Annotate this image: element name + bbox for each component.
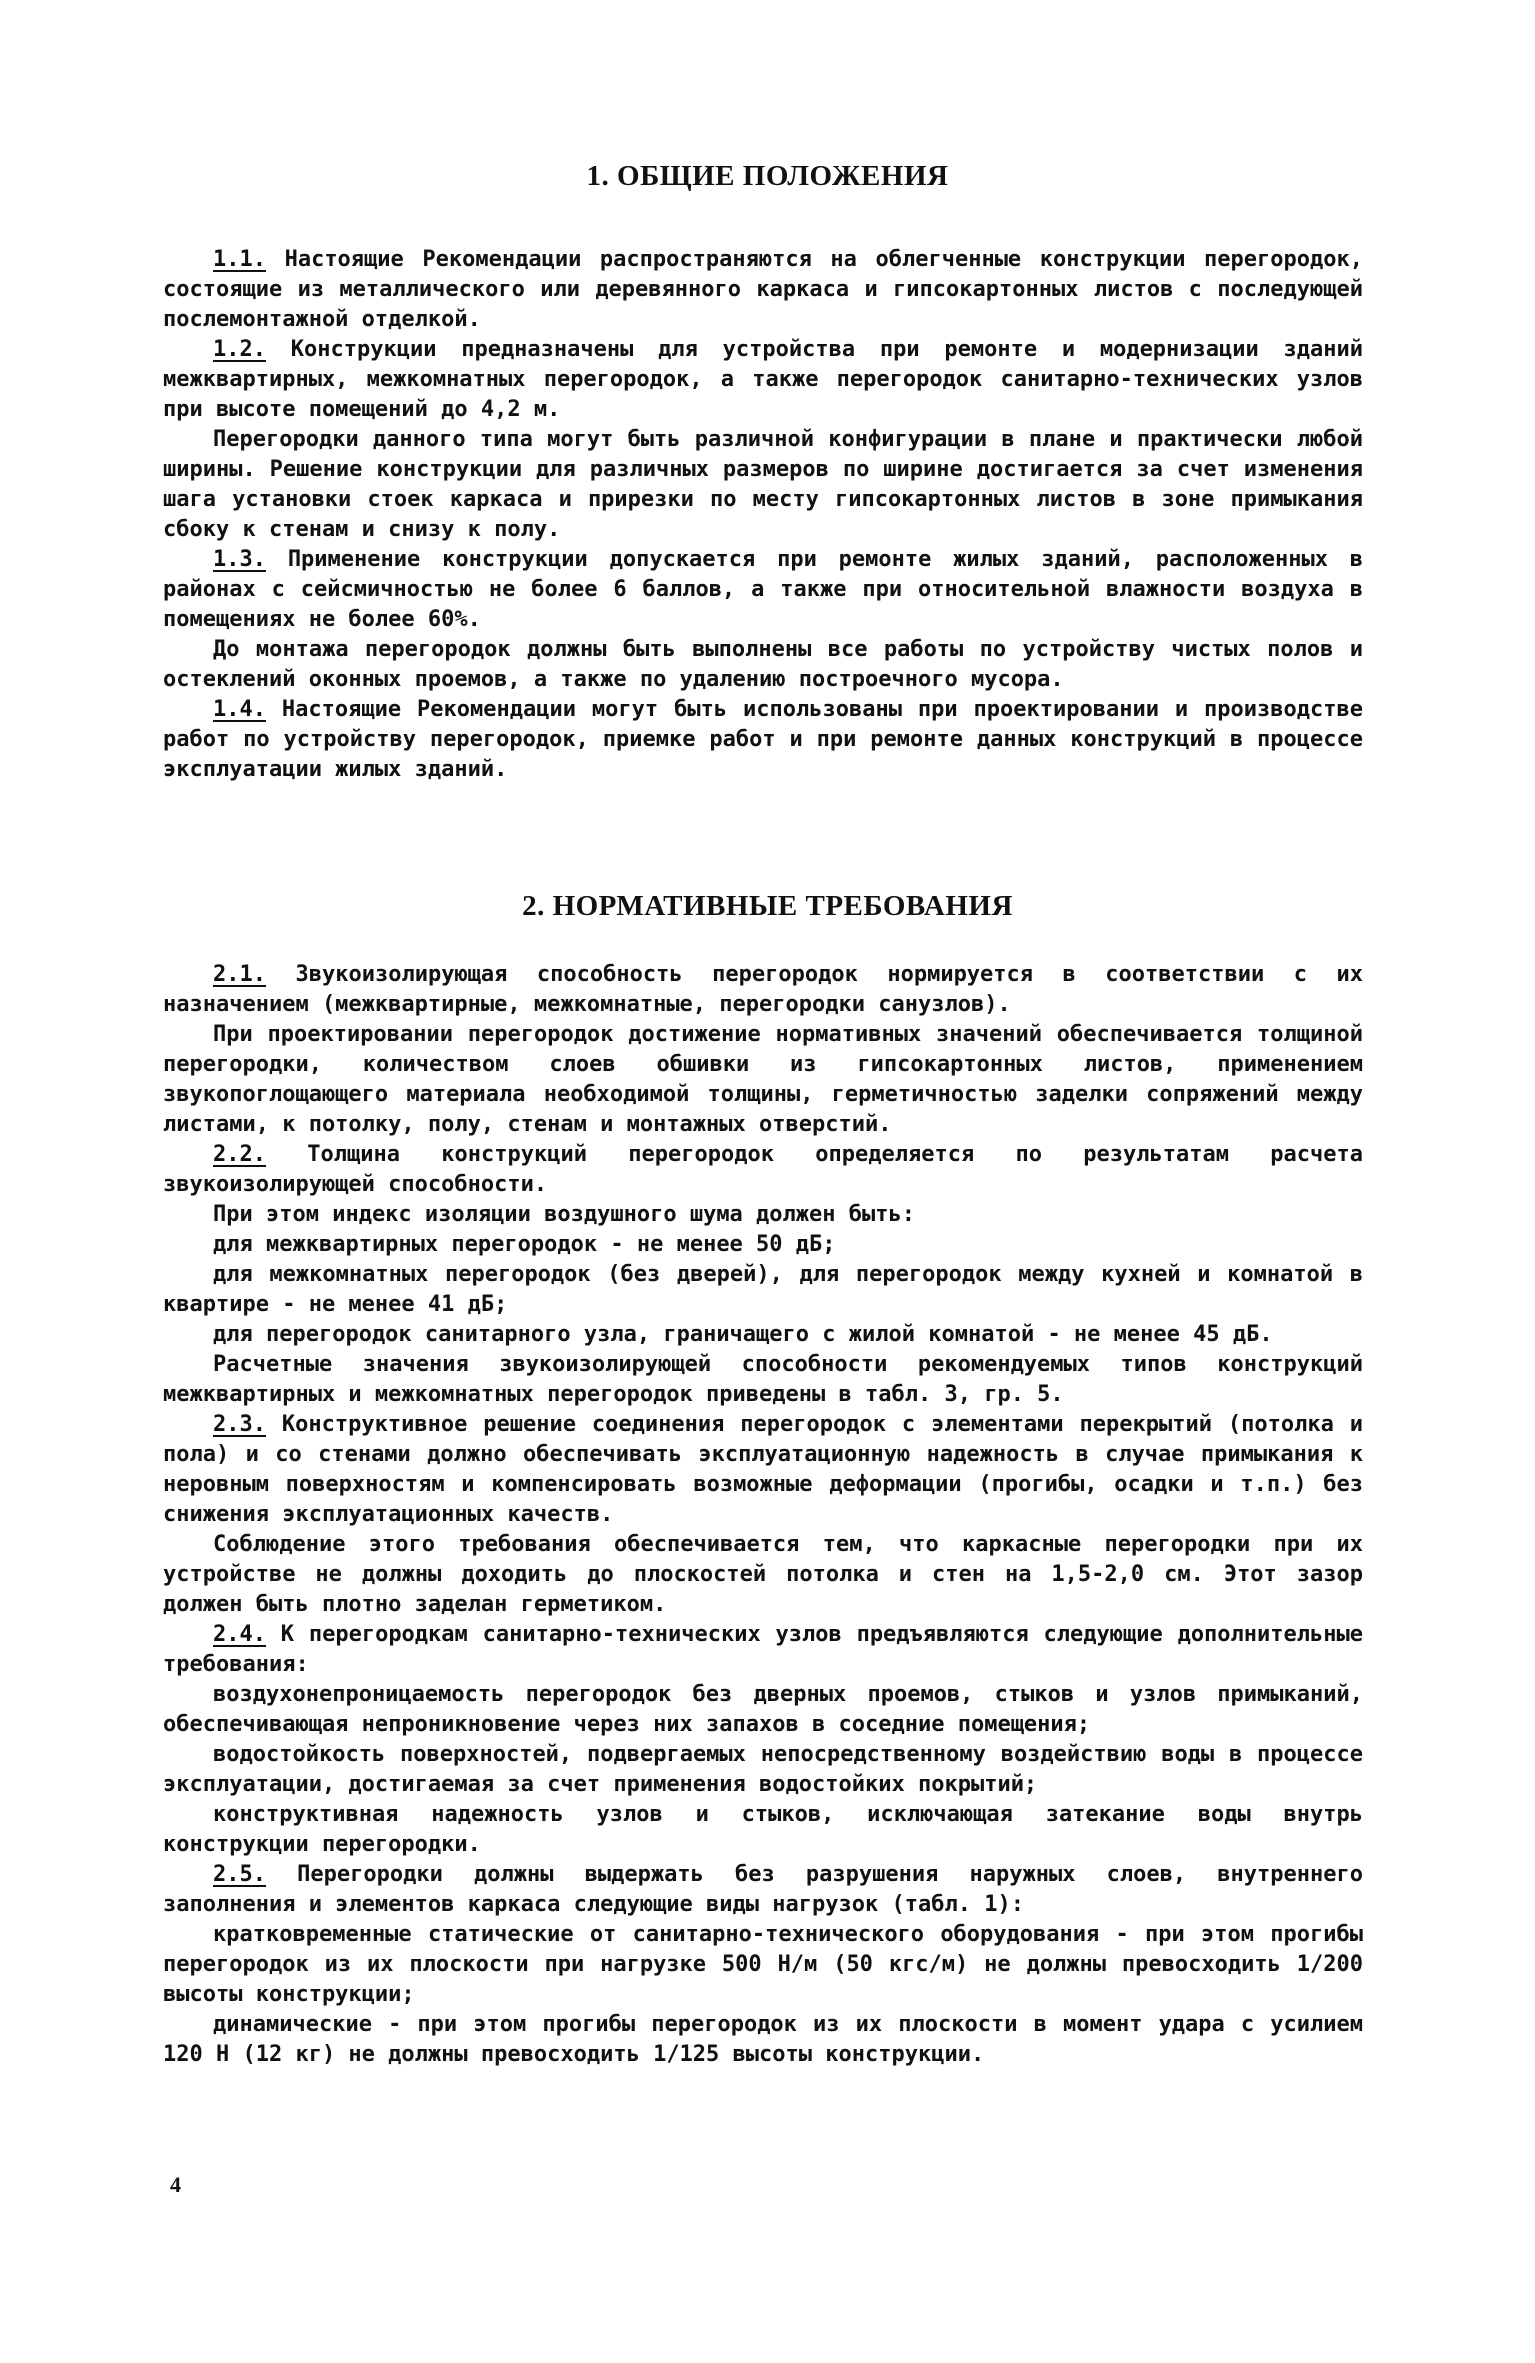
paragraph-1-2 [163, 335, 1363, 425]
paragraph-text: Настоящие Рекомендации распространяются на облегченные конструкции перегородок, состоящие из металлического или деревянного каркаса и гипсокартонных листов с последующей послемонтажной отделкой. [163, 247, 1363, 332]
clause-number: 1.2. [213, 337, 266, 362]
list-item-reliability: конструктивная надежность узлов и стыков, исключающая затекание воды внутрь конструкции перегородки. [163, 1802, 1363, 1857]
paragraph-2-3-cont: Соблюдение этого требования обеспечивается тем, что каркасные перегородки при их устройстве не должны доходить до плоскостей потолка и стен на 1,5-2,0 см. Этот зазор должен быть плотно заделан герметиком. [163, 1532, 1363, 1617]
clause-number: 1.4. [213, 697, 266, 722]
paragraph-2-4 [163, 1620, 1363, 1680]
clause-number: 1.3. [213, 547, 266, 572]
paragraph-text: Настоящие Рекомендации могут быть использованы при проектировании и производстве работ по устройству перегородок, приемке работ и при ремонте данных конструкций в процессе эксплуатации жилых зданий. [163, 697, 1364, 782]
section-1-title: 1. ОБЩИЕ ПОЛОЖЕНИЯ [586, 160, 949, 192]
paragraph-2-5 [163, 1860, 1363, 1920]
section-2-title: 2. НОРМАТИВНЫЕ ТРЕБОВАНИЯ [522, 890, 1013, 922]
list-item-sanitary: для перегородок санитарного узла, граничащего с жилой комнатой - не менее 45 дБ. [213, 1322, 1273, 1347]
paragraph-text: Конструкции предназначены для устройства при ремонте и модернизации зданий межквартирных, межкомнатных перегородок, а также перегородок санитарно-технических узлов при высоте помещений до 4,2 м. [163, 337, 1363, 422]
paragraph-1-3-cont: До монтажа перегородок должны быть выполнены все работы по устройству чистых полов и остеклений оконных проемов, а также по удалению построечного мусора. [163, 637, 1363, 692]
paragraph-text: Применение конструкции допускается при ремонте жилых зданий, расположенных в районах с сейсмичностью не более 6 баллов, а также при относительной влажности воздуха в помещениях не более 60%. [163, 547, 1363, 632]
page-number: 4 [170, 2172, 181, 2197]
paragraph-1-1 [163, 245, 1363, 335]
paragraph-2-2-intro: При этом индекс изоляции воздушного шума должен быть: [213, 1202, 915, 1227]
paragraph-1-3 [163, 545, 1363, 635]
clause-number: 1.1. [213, 247, 266, 272]
paragraph-text: Конструктивное решение соединения перегородок с элементами перекрытий (потолка и пола) и со стенами должно обеспечивать эксплуатационную надежность в случае примыкания к неровным поверхностям и компенсировать возможные деформации (прогибы, осадки и т.п.) без снижения эксплуатационных качеств. [163, 1412, 1364, 1527]
paragraph-2-2 [163, 1140, 1363, 1200]
list-item-static-load: кратковременные статические от санитарно-технического оборудования - при этом прогибы перегородок из их плоскости при нагрузке 500 Н/м (50 кгс/м) не должны превосходить 1/200 высоты конструкции; [163, 1922, 1363, 2007]
paragraph-text: Звукоизолирующая способность перегородок нормируется в соответствии с их назначением (межквартирные, межкомнатные, перегородки санузлов). [163, 962, 1363, 1017]
clause-number: 2.5. [213, 1862, 266, 1887]
paragraph-1-4 [163, 695, 1363, 785]
clause-number: 2.2. [213, 1142, 266, 1167]
list-item-water-resistance: водостойкость поверхностей, подвергаемых непосредственному воздействию воды в процессе эксплуатации, достигаемая за счет применения водостойких покрытий; [163, 1742, 1363, 1797]
paragraph-2-1-cont: При проектировании перегородок достижение нормативных значений обеспечивается толщиной перегородки, количеством слоев обшивки из гипсокартонных листов, применением звукопоглощающего материала необходимой толщины, герметичностью заделки сопряжений между листами, к потолку, полу, стенам и монтажных отверстий. [163, 1022, 1363, 1137]
list-item-interapartment: для межквартирных перегородок - не менее 50 дБ; [213, 1232, 836, 1257]
list-item-airtightness: воздухонепроницаемость перегородок без дверных проемов, стыков и узлов примыканий, обеспечивающая непроникновение через них запахов в соседние помещения; [163, 1682, 1363, 1737]
paragraph-text: Перегородки должны выдержать без разрушения наружных слоев, внутреннего заполнения и элементов каркаса следующие виды нагрузок (табл. 1): [163, 1862, 1363, 1917]
paragraph-text: Толщина конструкций перегородок определяется по результатам расчета звукоизолирующей способности. [163, 1142, 1363, 1197]
section-1-body [163, 245, 1363, 785]
section-2-body [163, 960, 1363, 2070]
clause-number: 2.1. [213, 962, 266, 987]
list-item-dynamic-load: динамические - при этом прогибы перегородок из их плоскости в момент удара с усилием 120 Н (12 кг) не должны превосходить 1/125 высоты конструкции. [163, 2012, 1363, 2067]
list-item-interroom: для межкомнатных перегородок (без дверей), для перегородок между кухней и комнатой в квартире - не менее 41 дБ; [163, 1262, 1363, 1317]
clause-number: 2.4. [213, 1622, 266, 1647]
paragraph-2-1 [163, 960, 1363, 1020]
paragraph-1-2-cont: Перегородки данного типа могут быть различной конфигурации в плане и практически любой ширины. Решение конструкции для различных размеров по ширине достигается за счет изменения шага установки стоек каркаса и прирезки по месту гипсокартонных листов в зоне примыкания сбоку к стенам и снизу к полу. [163, 427, 1363, 542]
paragraph-text: К перегородкам санитарно-технических узлов предъявляются следующие дополнительные требования: [163, 1622, 1363, 1677]
clause-number: 2.3. [213, 1412, 266, 1437]
paragraph-2-3 [163, 1410, 1363, 1530]
paragraph-2-2-table-ref: Расчетные значения звукоизолирующей способности рекомендуемых типов конструкций межквартирных и межкомнатных перегородок приведены в табл. 3, гр. 5. [163, 1352, 1363, 1407]
